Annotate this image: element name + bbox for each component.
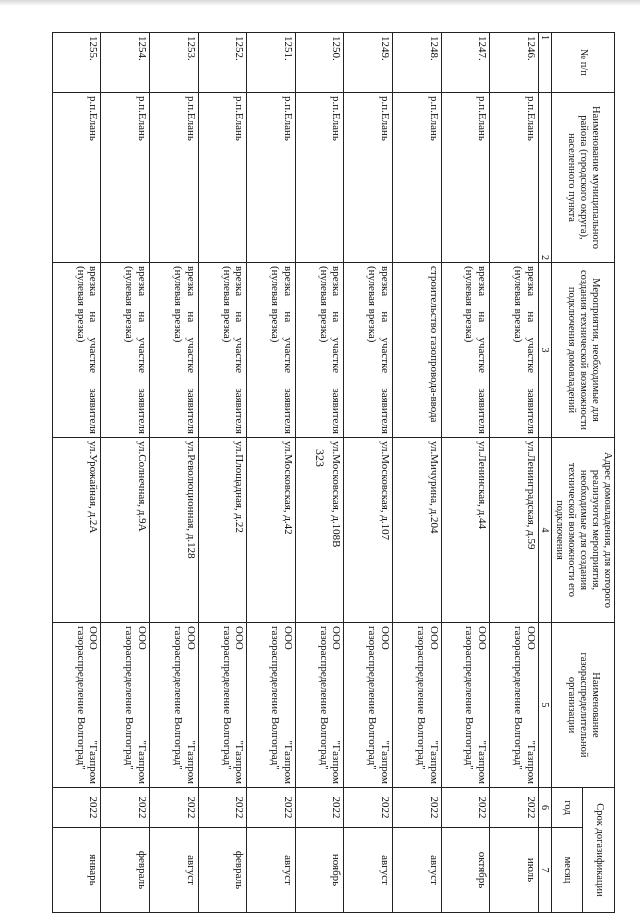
row-address: ул.Мичурина, д.204	[392, 438, 441, 623]
row-year: 2022	[198, 788, 247, 828]
row-month: август	[150, 828, 199, 913]
row-year: 2022	[490, 788, 539, 828]
row-year: 2022	[247, 788, 296, 828]
row-address: ул.Урожайная, д.2А	[52, 438, 101, 623]
column-number-row	[538, 33, 551, 913]
row-org: ООО "Газпром газораспределение Волгоград"	[52, 623, 101, 788]
row-num: 1247.	[441, 33, 490, 93]
row-address: ул.Московская, д.108В	[295, 438, 344, 623]
row-org: ООО "Газпром газораспределение Волгоград"	[392, 623, 441, 788]
row-org: ООО "Газпром газораспределение Волгоград"	[490, 623, 539, 788]
row-month: июль	[490, 828, 539, 913]
row-address: ул.Ленинская, д.44	[441, 438, 490, 623]
row-year: 2022	[150, 788, 199, 828]
row-place: р.п.Елань	[490, 93, 539, 263]
colnum-5: 5	[538, 623, 551, 788]
row-year: 2022	[52, 788, 101, 828]
row-month: февраль	[198, 828, 247, 913]
header-org: Наименование газораспределительной организации	[551, 623, 614, 788]
table-row	[52, 33, 101, 913]
row-org: ООО "Газпром газораспределение Волгоград"	[150, 623, 199, 788]
row-year: 2022	[101, 788, 150, 828]
row-org: ООО "Газпром газораспределение Волгоград"	[344, 623, 393, 788]
scan-top-edge	[0, 0, 640, 6]
row-measure: врезка на участке заявителя (нулевая врезка)	[490, 263, 539, 438]
row-measure: врезка на участке заявителя (нулевая врезка)	[247, 263, 296, 438]
row-address: ул.Ленинградская, д.59	[490, 438, 539, 623]
row-num: 1248.	[392, 33, 441, 93]
row-month: август	[392, 828, 441, 913]
table-row	[344, 33, 393, 913]
table-header	[538, 33, 614, 913]
colnum-2: 2	[538, 93, 551, 263]
row-num: 1246.	[490, 33, 539, 93]
row-org: ООО "Газпром газораспределение Волгоград"	[101, 623, 150, 788]
header-area: Наименование муниципального района (городского округа), населенного пункта	[551, 93, 614, 263]
row-num: 1250.	[295, 33, 344, 93]
rotated-table-wrapper	[74, 32, 615, 912]
table-row	[198, 33, 247, 913]
row-month: октябрь	[441, 828, 490, 913]
row-org: ООО "Газпром газораспределение Волгоград"	[295, 623, 344, 788]
row-num: 1251.	[247, 33, 296, 93]
table-row	[247, 33, 296, 913]
row-address: ул.Московская, д.42	[247, 438, 296, 623]
header-address: Адрес домовладения, для которого реализуются мероприятия, необходимые для создания технической возможности его подключения	[551, 438, 614, 623]
row-org: ООО "Газпром газораспределение Волгоград"	[441, 623, 490, 788]
row-num: 1255.	[52, 33, 101, 93]
colnum-1: 1	[538, 33, 551, 93]
colnum-3: 3	[538, 263, 551, 438]
colnum-6: 6	[538, 788, 551, 828]
table-row	[150, 33, 199, 913]
row-measure: врезка на участке заявителя (нулевая врезка)	[101, 263, 150, 438]
row-num: 1252.	[198, 33, 247, 93]
row-measure: врезка на участке заявителя (нулевая врезка)	[295, 263, 344, 438]
table-row	[490, 33, 539, 913]
row-measure: врезка на участке заявителя (нулевая врезка)	[344, 263, 393, 438]
row-address: ул.Солнечная, д.9А	[101, 438, 150, 623]
row-place: р.п.Елань	[344, 93, 393, 263]
row-year: 2022	[344, 788, 393, 828]
row-year: 2022	[295, 788, 344, 828]
row-month: ноябрь	[295, 828, 344, 913]
row-place: р.п.Елань	[52, 93, 101, 263]
row-place: р.п.Елань	[150, 93, 199, 263]
header-month: месяц	[551, 828, 583, 913]
header-num: № п/п	[551, 33, 614, 93]
row-place: р.п.Елань	[441, 93, 490, 263]
row-month: август	[247, 828, 296, 913]
row-measure: строительство газопровода-ввода	[392, 263, 441, 438]
row-address: ул.Московская, д.107	[344, 438, 393, 623]
table-body	[52, 33, 538, 913]
row-org: ООО "Газпром газораспределение Волгоград"	[198, 623, 247, 788]
table-row	[441, 33, 490, 913]
header-measures: Мероприятия, необходимые для создания технической возможности подключения домовладений	[551, 263, 614, 438]
page-number: 323	[313, 449, 327, 467]
row-measure: врезка на участке заявителя (нулевая врезка)	[441, 263, 490, 438]
row-num: 1249.	[344, 33, 393, 93]
table-row	[101, 33, 150, 913]
row-month: январь	[52, 828, 101, 913]
row-month: август	[344, 828, 393, 913]
header-year: год	[551, 788, 583, 828]
colnum-7: 7	[538, 828, 551, 913]
row-address: ул.Революционная, д.128	[150, 438, 199, 623]
row-measure: врезка на участке заявителя (нулевая врезка)	[150, 263, 199, 438]
row-place: р.п.Елань	[247, 93, 296, 263]
row-address: ул.Площадная, д.22	[198, 438, 247, 623]
gasification-table	[52, 32, 615, 913]
colnum-4: 4	[538, 438, 551, 623]
row-place: р.п.Елань	[295, 93, 344, 263]
row-measure: врезка на участке заявителя (нулевая врезка)	[52, 263, 101, 438]
row-year: 2022	[392, 788, 441, 828]
row-place: р.п.Елань	[101, 93, 150, 263]
row-place: р.п.Елань	[392, 93, 441, 263]
header-term: Срок догазификации	[583, 788, 615, 913]
table-row	[392, 33, 441, 913]
row-year: 2022	[441, 788, 490, 828]
row-num: 1253.	[150, 33, 199, 93]
row-month: февраль	[101, 828, 150, 913]
row-place: р.п.Елань	[198, 93, 247, 263]
row-org: ООО "Газпром газораспределение Волгоград"	[247, 623, 296, 788]
table-row	[295, 33, 344, 913]
row-num: 1254.	[101, 33, 150, 93]
row-measure: врезка на участке заявителя (нулевая врезка)	[198, 263, 247, 438]
